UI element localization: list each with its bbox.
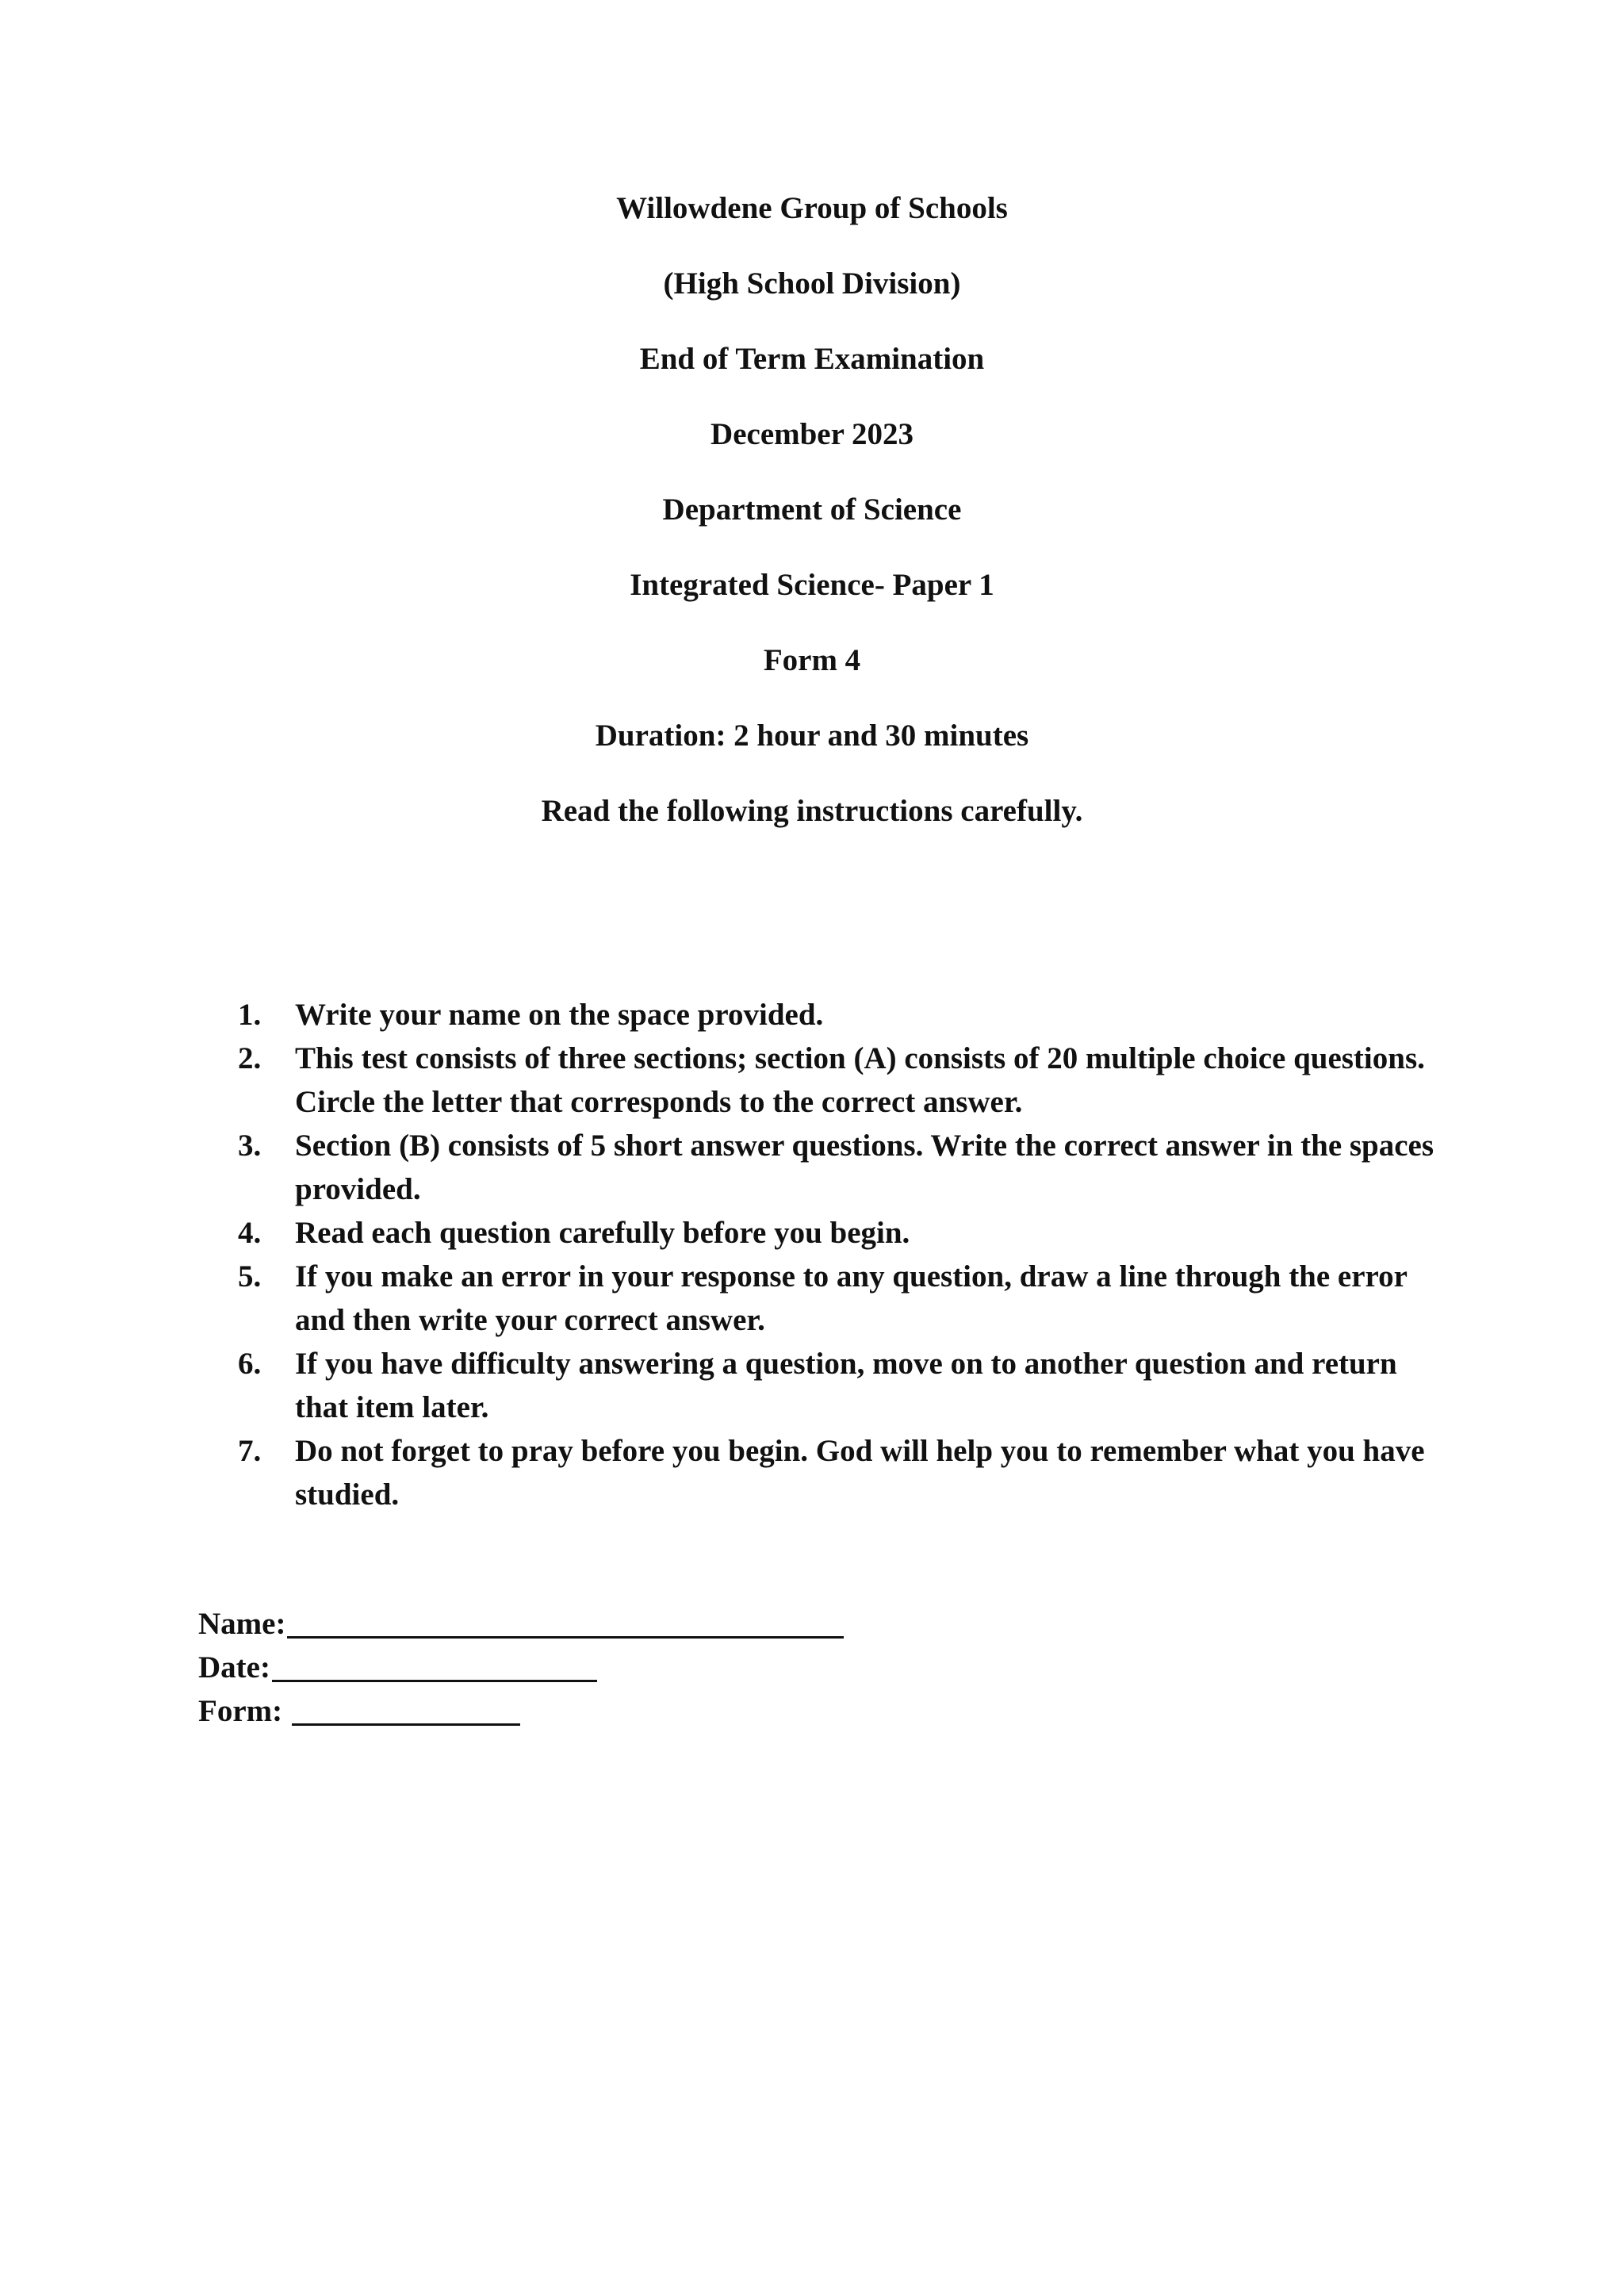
instructions-list bbox=[238, 993, 1443, 1516]
exam-date: December 2023 bbox=[710, 417, 914, 451]
instruction-number: 5. bbox=[238, 1259, 262, 1294]
duration: Duration: 2 hour and 30 minutes bbox=[595, 719, 1029, 753]
form-blank-line[interactable] bbox=[292, 1692, 520, 1726]
instruction-item bbox=[238, 1037, 1443, 1124]
form-level: Form 4 bbox=[763, 643, 861, 677]
school-division: (High School Division) bbox=[663, 266, 961, 301]
instruction-item bbox=[238, 1342, 1443, 1429]
instruction-text: Do not forget to pray before you begin. God will help you to remember what you have studied. bbox=[295, 1434, 1425, 1512]
instruction-number: 7. bbox=[238, 1434, 262, 1468]
instruction-item bbox=[238, 1124, 1443, 1211]
instruction-text: Read each question carefully before you begin. bbox=[295, 1216, 910, 1250]
instruction-item bbox=[238, 1211, 1443, 1255]
instruction-item bbox=[238, 1255, 1443, 1342]
date-label: Date: bbox=[198, 1650, 270, 1685]
department: Department of Science bbox=[662, 493, 962, 527]
name-field-row bbox=[198, 1602, 844, 1646]
instructions-heading: Read the following instructions carefully. bbox=[541, 794, 1083, 828]
instruction-number: 6. bbox=[238, 1347, 262, 1381]
form-label: Form: bbox=[198, 1694, 283, 1728]
form-field-row bbox=[198, 1689, 844, 1733]
exam-type: End of Term Examination bbox=[639, 342, 985, 376]
instruction-number: 4. bbox=[238, 1216, 262, 1250]
instruction-text: If you make an error in your response to any question, draw a line through the error and then write your correct answer. bbox=[295, 1259, 1408, 1337]
instruction-number: 1. bbox=[238, 998, 262, 1032]
instruction-text: Write your name on the space provided. bbox=[295, 998, 824, 1032]
name-blank-line[interactable] bbox=[287, 1604, 844, 1639]
instruction-text: Section (B) consists of 5 short answer questions. Write the correct answer in the spaces provided. bbox=[295, 1129, 1434, 1206]
date-blank-line[interactable] bbox=[272, 1648, 597, 1682]
instruction-item bbox=[238, 1429, 1443, 1516]
exam-header bbox=[0, 190, 1624, 868]
instruction-item bbox=[238, 993, 1443, 1037]
instruction-text: If you have difficulty answering a question, move on to another question and return that item later. bbox=[295, 1347, 1397, 1424]
instruction-number: 3. bbox=[238, 1129, 262, 1163]
student-info-fields bbox=[198, 1602, 844, 1733]
school-name: Willowdene Group of Schools bbox=[616, 191, 1008, 225]
instruction-number: 2. bbox=[238, 1041, 262, 1075]
date-field-row bbox=[198, 1646, 844, 1689]
instruction-text: This test consists of three sections; section (A) consists of 20 multiple choice questions. Circle the letter that corresponds to the correct answer. bbox=[295, 1041, 1425, 1119]
subject-paper: Integrated Science- Paper 1 bbox=[630, 568, 994, 602]
name-label: Name: bbox=[198, 1607, 286, 1641]
